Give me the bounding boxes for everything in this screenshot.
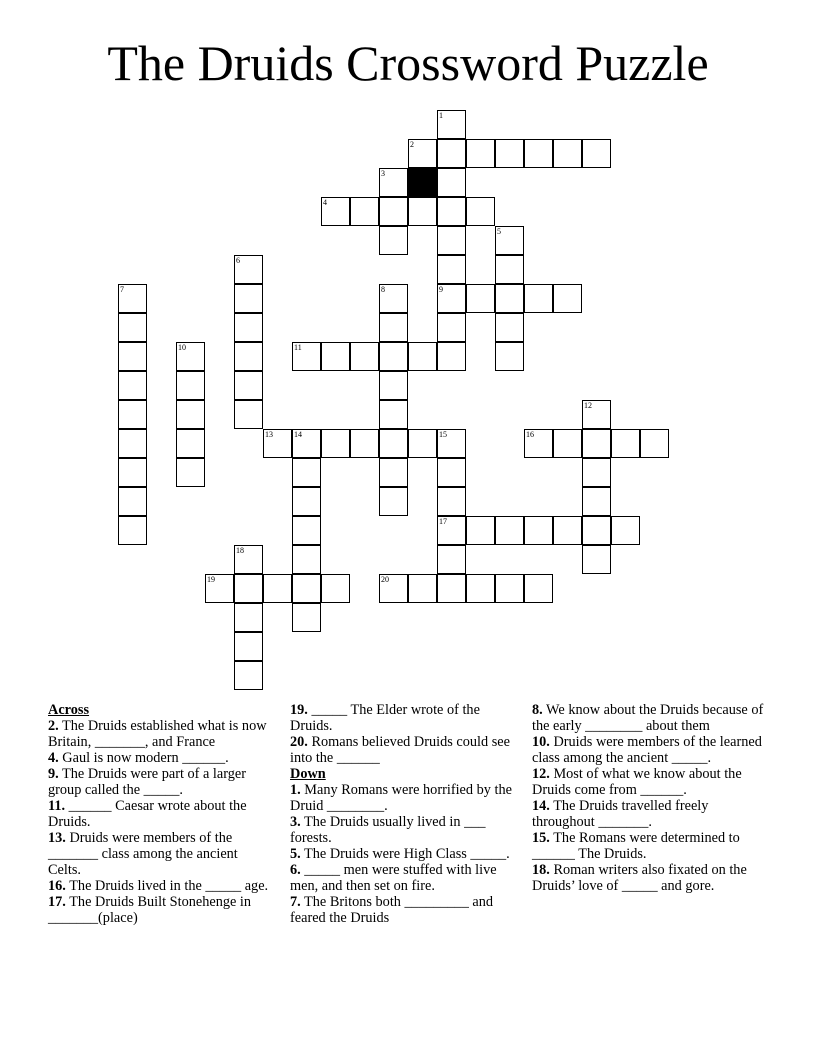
grid-cell[interactable] xyxy=(524,139,553,168)
grid-cell[interactable] xyxy=(118,458,147,487)
grid-cell-4[interactable] xyxy=(321,197,350,226)
grid-cell[interactable] xyxy=(437,313,466,342)
down-clue-6: 6. _____ men were stuffed with live men, and then set on fire. xyxy=(290,862,497,894)
grid-cell-13[interactable] xyxy=(263,429,292,458)
grid-cell[interactable] xyxy=(437,458,466,487)
clue-number: 18 xyxy=(236,546,244,555)
clue-number: 3 xyxy=(381,169,385,178)
grid-cell[interactable] xyxy=(437,226,466,255)
grid-cell-5[interactable] xyxy=(495,226,524,255)
grid-cell-18[interactable] xyxy=(234,545,263,574)
grid-cell[interactable] xyxy=(118,516,147,545)
grid-cell[interactable] xyxy=(437,197,466,226)
grid-cell-14[interactable] xyxy=(292,429,321,458)
grid-cell[interactable] xyxy=(263,574,292,603)
grid-cell[interactable] xyxy=(524,516,553,545)
grid-cell[interactable] xyxy=(292,516,321,545)
grid-cell[interactable] xyxy=(408,197,437,226)
grid-cell[interactable] xyxy=(321,342,350,371)
grid-cell[interactable] xyxy=(611,429,640,458)
grid-cell-16[interactable] xyxy=(524,429,553,458)
grid-cell-6[interactable] xyxy=(234,255,263,284)
clue-number: 11 xyxy=(294,343,302,352)
grid-cell[interactable] xyxy=(234,284,263,313)
grid-cell[interactable] xyxy=(350,197,379,226)
grid-cell[interactable] xyxy=(582,139,611,168)
grid-cell[interactable] xyxy=(379,197,408,226)
grid-cell[interactable] xyxy=(379,458,408,487)
grid-cell[interactable] xyxy=(379,400,408,429)
grid-cell[interactable] xyxy=(437,255,466,284)
grid-cell[interactable] xyxy=(495,313,524,342)
down-clue-8: 8. We know about the Druids because of the early ________ about them xyxy=(532,702,764,734)
grid-cell[interactable] xyxy=(176,371,205,400)
grid-cell[interactable] xyxy=(292,603,321,632)
grid-cell[interactable] xyxy=(524,284,553,313)
down-clue-1: 1. Many Romans were horrified by the Druid ________. xyxy=(290,782,512,814)
grid-cell[interactable] xyxy=(379,429,408,458)
down-clue-10: 10. Druids were members of the learned class among the ancient _____. xyxy=(532,734,762,766)
clue-number: 14 xyxy=(294,430,302,439)
clue-number: 7 xyxy=(120,285,124,294)
grid-cell-9[interactable] xyxy=(437,284,466,313)
clue-number: 2 xyxy=(410,140,414,149)
grid-cell[interactable] xyxy=(176,458,205,487)
grid-cell[interactable] xyxy=(582,545,611,574)
clue-number: 10 xyxy=(178,343,186,352)
down-clue-14: 14. The Druids travelled freely throughout _______. xyxy=(532,798,709,830)
grid-cell[interactable] xyxy=(379,487,408,516)
grid-cell-17[interactable] xyxy=(437,516,466,545)
across-clue-2: 2. The Druids established what is now Britain, _______, and France xyxy=(48,718,267,750)
grid-cell[interactable] xyxy=(234,632,263,661)
grid-cell-8[interactable] xyxy=(379,284,408,313)
grid-cell-20[interactable] xyxy=(379,574,408,603)
down-clue-3: 3. The Druids usually lived in ___ forests. xyxy=(290,814,486,846)
down-clue-15: 15. The Romans were determined to ______ The Druids. xyxy=(532,830,740,862)
grid-cell[interactable] xyxy=(495,139,524,168)
clue-number: 5 xyxy=(497,227,501,236)
grid-cell[interactable] xyxy=(379,342,408,371)
grid-cell[interactable] xyxy=(495,516,524,545)
clue-number: 17 xyxy=(439,517,447,526)
grid-cell[interactable] xyxy=(466,139,495,168)
grid-cell[interactable] xyxy=(234,603,263,632)
clue-number: 9 xyxy=(439,285,443,294)
grid-cell[interactable] xyxy=(437,342,466,371)
grid-cell-7[interactable] xyxy=(118,284,147,313)
grid-cell[interactable] xyxy=(553,284,582,313)
clue-number: 13 xyxy=(265,430,273,439)
grid-cell[interactable] xyxy=(437,545,466,574)
grid-cell[interactable] xyxy=(379,371,408,400)
clue-number: 1 xyxy=(439,111,443,120)
grid-cell[interactable] xyxy=(118,487,147,516)
across-clue-17: 17. The Druids Built Stonehenge in _______(place) xyxy=(48,894,252,926)
grid-cell[interactable] xyxy=(292,458,321,487)
clue-column-3 xyxy=(532,702,772,894)
grid-cell[interactable] xyxy=(292,545,321,574)
clue-number: 16 xyxy=(526,430,534,439)
grid-cell-19[interactable] xyxy=(205,574,234,603)
grid-cell-3[interactable] xyxy=(379,168,408,197)
grid-cell[interactable] xyxy=(466,516,495,545)
clue-number: 8 xyxy=(381,285,385,294)
grid-cell[interactable] xyxy=(495,255,524,284)
clue-number: 20 xyxy=(381,575,389,584)
across-clue-4: 4. Gaul is now modern ______. xyxy=(48,750,229,766)
grid-cell[interactable] xyxy=(582,516,611,545)
grid-cell[interactable] xyxy=(234,661,263,690)
grid-cell[interactable] xyxy=(553,516,582,545)
grid-cell[interactable] xyxy=(118,371,147,400)
grid-cell[interactable] xyxy=(437,574,466,603)
grid-cell[interactable] xyxy=(553,429,582,458)
across-clue-9: 9. The Druids were part of a larger group called the _____. xyxy=(48,766,246,798)
grid-cell[interactable] xyxy=(466,197,495,226)
grid-cell[interactable] xyxy=(118,313,147,342)
across-heading: Across xyxy=(48,702,90,718)
grid-cell[interactable] xyxy=(524,574,553,603)
page-title: The Druids Crossword Puzzle xyxy=(107,35,709,91)
down-heading: Down xyxy=(290,766,326,782)
grid-cell[interactable] xyxy=(379,226,408,255)
clue-number: 15 xyxy=(439,430,447,439)
grid-cell[interactable] xyxy=(292,574,321,603)
grid-cell[interactable] xyxy=(582,429,611,458)
grid-cell[interactable] xyxy=(234,400,263,429)
clue-column-2 xyxy=(290,702,518,926)
across-clue-13: 13. Druids were members of the _______ class among the ancient Celts. xyxy=(48,830,238,878)
grid-cell[interactable] xyxy=(408,574,437,603)
grid-cell[interactable] xyxy=(495,574,524,603)
grid-cell[interactable] xyxy=(437,139,466,168)
grid-cell[interactable] xyxy=(350,429,379,458)
grid-cell[interactable] xyxy=(408,342,437,371)
grid-cell-1[interactable] xyxy=(437,110,466,139)
grid-cell-15[interactable] xyxy=(437,429,466,458)
grid-cell[interactable] xyxy=(118,400,147,429)
grid-cell-2[interactable] xyxy=(408,139,437,168)
clue-column-1 xyxy=(48,702,274,926)
clue-number: 12 xyxy=(584,401,592,410)
grid-cell[interactable] xyxy=(582,458,611,487)
grid-cell[interactable] xyxy=(379,313,408,342)
grid-cell[interactable] xyxy=(234,371,263,400)
grid-cell[interactable] xyxy=(234,313,263,342)
grid-cell[interactable] xyxy=(118,342,147,371)
grid-cell[interactable] xyxy=(495,284,524,313)
grid-cell[interactable] xyxy=(495,342,524,371)
grid-cell[interactable] xyxy=(437,168,466,197)
clue-number: 4 xyxy=(323,198,327,207)
across-clue-16: 16. The Druids lived in the _____ age. xyxy=(48,878,269,894)
down-clue-12: 12. Most of what we know about the Druids come from ______. xyxy=(532,766,742,798)
clue-number: 6 xyxy=(236,256,240,265)
across-clue-11: 11. ______ Caesar wrote about the Druids. xyxy=(48,798,247,830)
grid-cell[interactable] xyxy=(176,400,205,429)
grid-cell-10[interactable] xyxy=(176,342,205,371)
grid-cell[interactable] xyxy=(437,487,466,516)
grid-cell[interactable] xyxy=(321,574,350,603)
down-clue-5: 5. The Druids were High Class _____. xyxy=(290,846,510,862)
grid-cell[interactable] xyxy=(408,429,437,458)
clue-number: 19 xyxy=(207,575,215,584)
grid-cell[interactable] xyxy=(640,429,669,458)
grid-cell[interactable] xyxy=(553,139,582,168)
grid-cell[interactable] xyxy=(118,429,147,458)
across-clue-20: 20. Romans believed Druids could see into the ______ xyxy=(290,734,510,766)
grid-cell[interactable] xyxy=(350,342,379,371)
grid-cell[interactable] xyxy=(176,429,205,458)
grid-cell[interactable] xyxy=(582,487,611,516)
down-clue-7: 7. The Britons both _________ and feared the Druids xyxy=(290,894,494,926)
grid-cell[interactable] xyxy=(321,429,350,458)
grid-cell[interactable] xyxy=(466,284,495,313)
grid-cell[interactable] xyxy=(611,516,640,545)
grid-cell[interactable] xyxy=(466,574,495,603)
grid-cell[interactable] xyxy=(292,487,321,516)
grid-cell[interactable] xyxy=(234,342,263,371)
grid-cell-11[interactable] xyxy=(292,342,321,371)
across-clue-19: 19. _____ The Elder wrote of the Druids. xyxy=(290,702,480,734)
grid-cell[interactable] xyxy=(234,574,263,603)
grid-cell-12[interactable] xyxy=(582,400,611,429)
black-cell xyxy=(408,168,437,197)
down-clue-18: 18. Roman writers also fixated on the Druids’ love of _____ and gore. xyxy=(532,862,747,894)
